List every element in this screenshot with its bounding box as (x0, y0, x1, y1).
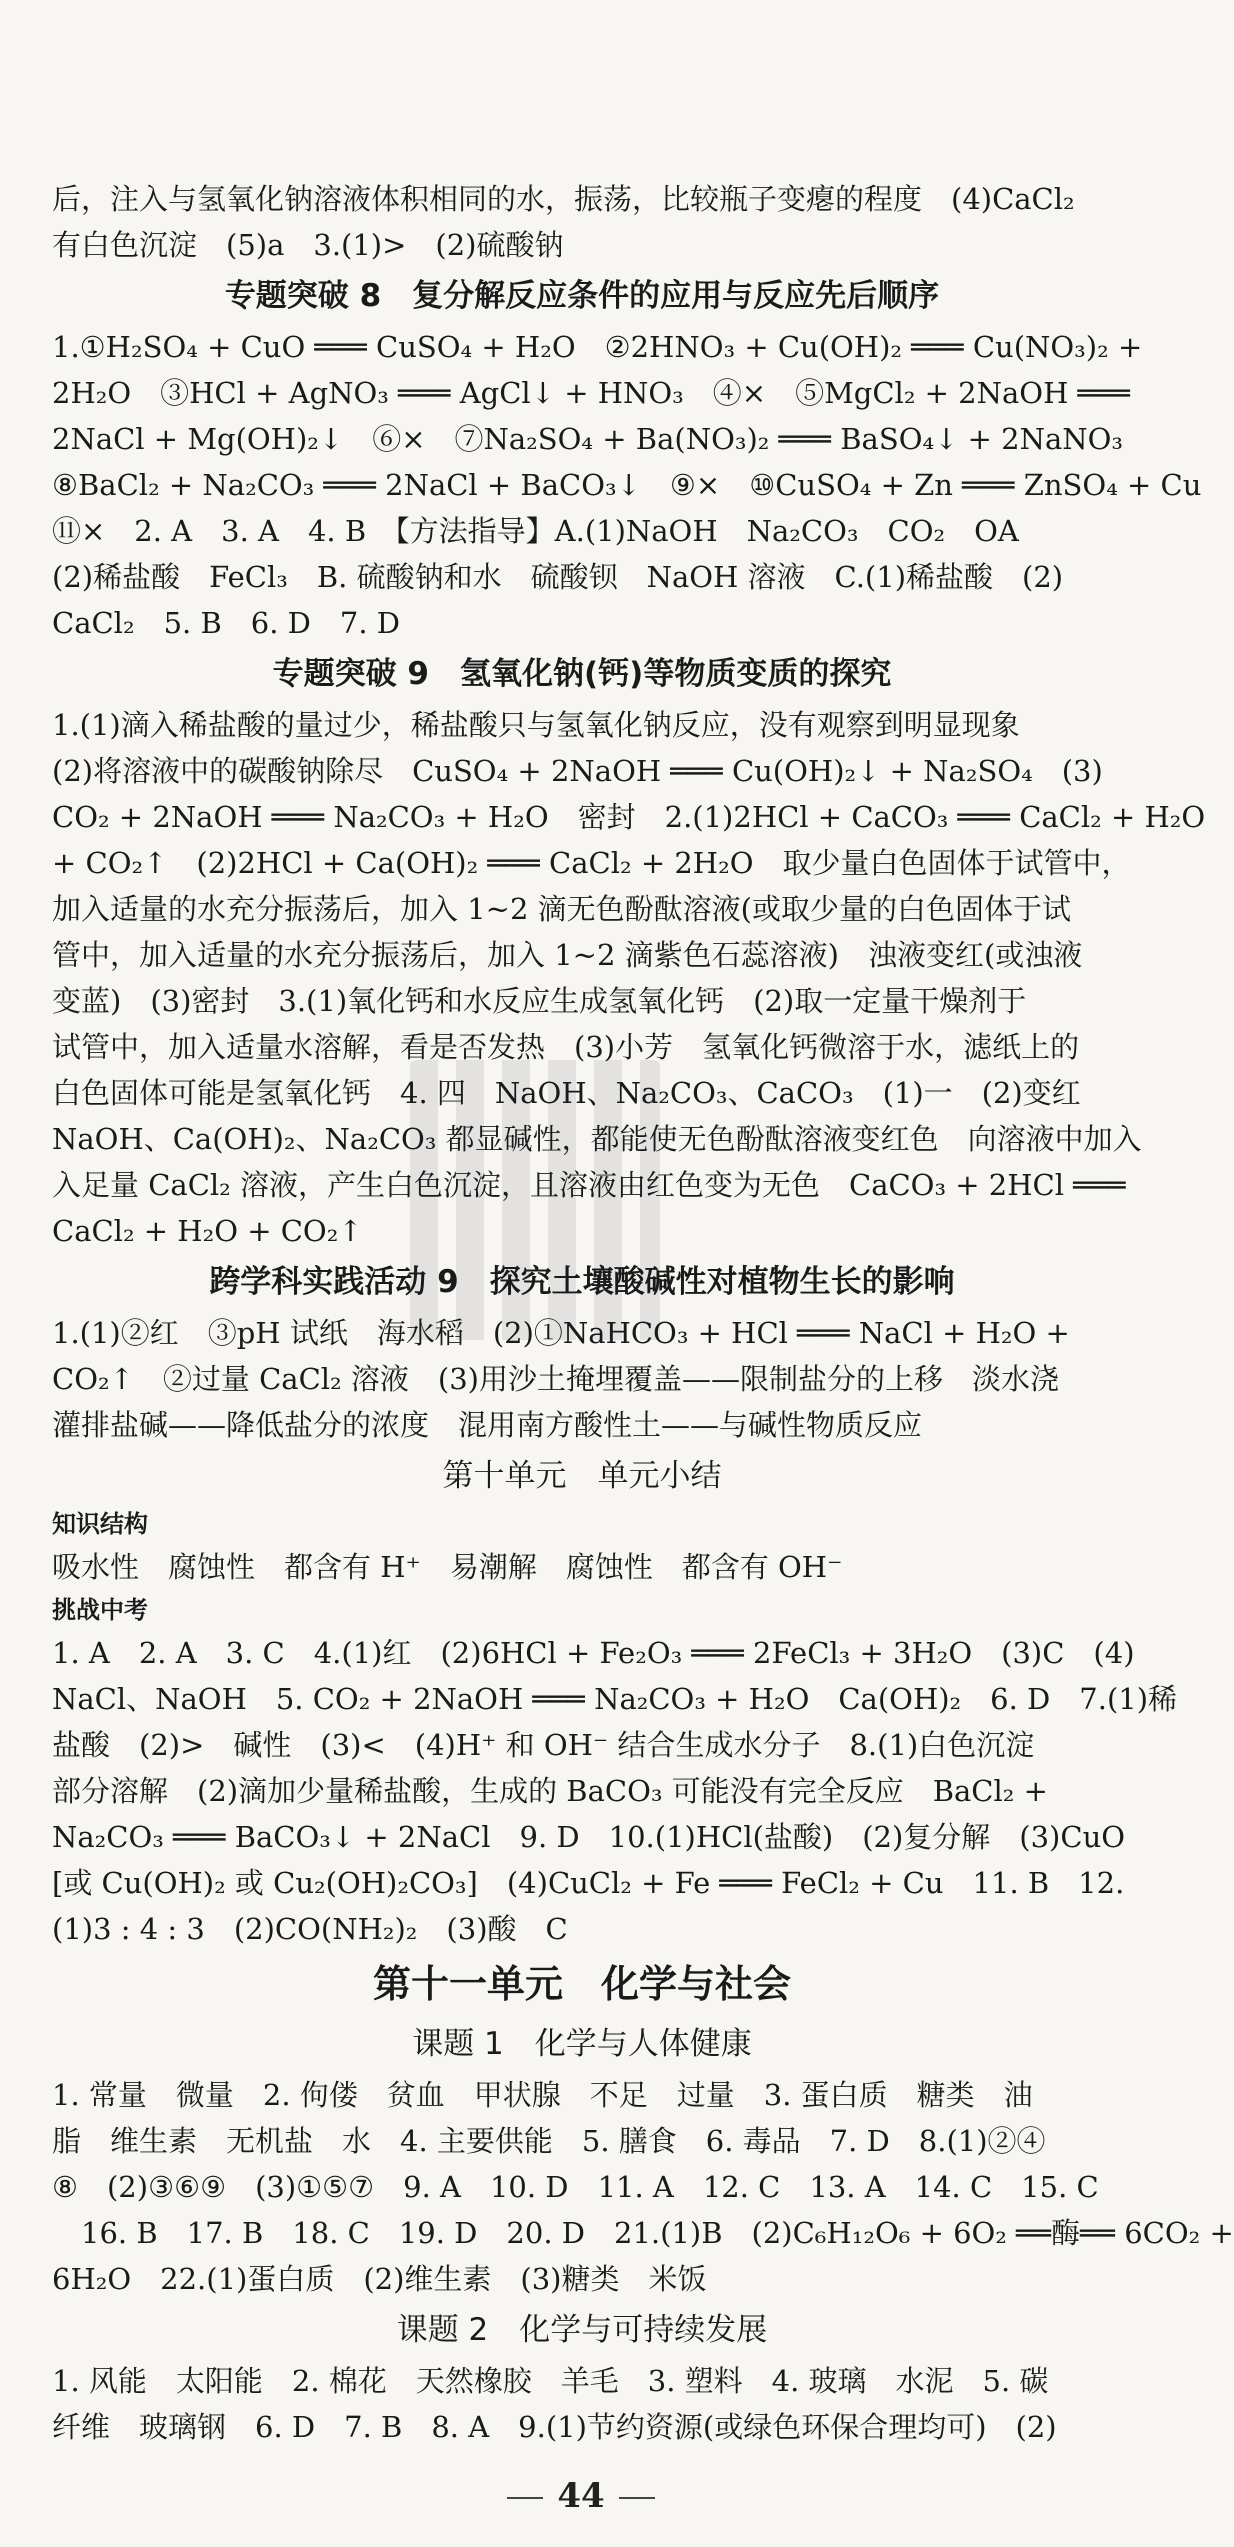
text-line: 入足量 CaCl₂ 溶液，产生白色沉淀，且溶液由红色变为无色 CaCO₃ + 2HCl ═══ (52, 1168, 1126, 1202)
text-line: 吸水性 腐蚀性 都含有 H⁺ 易潮解 腐蚀性 都含有 OH⁻ (52, 1550, 843, 1584)
text-line: 管中，加入适量的水充分振荡后，加入 1~2 滴紫色石蕊溶液) 浊液变红(或浊液 (52, 938, 1083, 972)
text-line: 加入适量的水充分振荡后，加入 1~2 滴无色酚酞溶液(或取少量的白色固体于试 (52, 892, 1071, 926)
block-topic-9 (52, 702, 1206, 1254)
text-line: (2)将溶液中的碳酸钠除尽 CuSO₄ + 2NaOH ═══ Cu(OH)₂↓ + Na₂SO₄ (3) (52, 754, 1103, 788)
text-line: Na₂CO₃ ═══ BaCO₃↓ + 2NaCl 9. D 10.(1)HCl(盐酸) (2)复分解 (3)CuO (52, 1820, 1126, 1854)
text-line: ⑪× 2. A 3. A 4. B 【方法指导】A.(1)NaOH Na₂CO₃ CO₂ OA (52, 514, 1019, 548)
block-practice-9 (52, 1310, 1112, 1448)
lesson-2-title: 课题 2 化学与可持续发展 (396, 2312, 768, 2348)
text-line: NaCl、NaOH 5. CO₂ + 2NaOH ═══ Na₂CO₃ + H₂O Ca(OH)₂ 6. D 7.(1)稀 (52, 1682, 1178, 1716)
text-line: 1. A 2. A 3. C 4.(1)红 (2)6HCl + Fe₂O₃ ═══ 2FeCl₃ + 3H₂O (3)C (4) (52, 1636, 1135, 1670)
text-line: 灌排盐碱——降低盐分的浓度 混用南方酸性土——与碱性物质反应 (52, 1408, 923, 1442)
heading-topic-8: 专题突破 8 复分解反应条件的应用与反应先后顺序 (224, 278, 940, 314)
text-line: 盐酸 (2)> 碱性 (3)< (4)H⁺ 和 OH⁻ 结合生成水分子 8.(1)白色沉淀 (52, 1728, 1035, 1762)
text-line: 后，注入与氢氧化钠溶液体积相同的水，振荡，比较瓶子变瘪的程度 (4)CaCl₂ (52, 182, 1075, 216)
text-line: ⑧BaCl₂ + Na₂CO₃ ═══ 2NaCl + BaCO₃↓ ⑨× ⑩CuSO₄ + Zn ═══ ZnSO₄ + Cu (52, 468, 1202, 502)
subheading-challenge: 挑战中考 (52, 1596, 148, 1624)
lesson-1-title: 课题 1 化学与人体健康 (412, 2026, 752, 2062)
text-line: (2)稀盐酸 FeCl₃ B. 硫酸钠和水 硫酸钡 NaOH 溶液 C.(1)稀盐酸 (2) (52, 560, 1064, 594)
block-topic-8 (52, 324, 1202, 646)
text-line: CO₂ + 2NaOH ═══ Na₂CO₃ + H₂O 密封 2.(1)2HCl + CaCO₃ ═══ CaCl₂ + H₂O (52, 800, 1206, 834)
text-line: 变蓝) (3)密封 3.(1)氧化钙和水反应生成氢氧化钙 (2)取一定量干燥剂于 (52, 984, 1027, 1018)
text-line: 1. 常量 微量 2. 佝偻 贫血 甲状腺 不足 过量 3. 蛋白质 糖类 油 (52, 2078, 1033, 2112)
text-line: 1.(1)滴入稀盐酸的量过少，稀盐酸只与氢氧化钠反应，没有观察到明显现象 (52, 708, 1020, 742)
text-line: 16. B 17. B 18. C 19. D 20. D 21.(1)B (2)C₆H₁₂O₆ + 6O₂ ══酶══ 6CO₂ + (52, 2216, 1234, 2250)
text-line: 脂 维生素 无机盐 水 4. 主要供能 5. 膳食 6. 毒品 7. D 8.(1)②④ (52, 2124, 1046, 2158)
page-number-text: 44 (557, 2476, 605, 2516)
text-line: NaOH、Ca(OH)₂、Na₂CO₃ 都显碱性，都能使无色酚酞溶液变红色 向溶液中加入 (52, 1122, 1142, 1156)
block-lesson-2 (52, 2358, 1112, 2450)
block-lesson-1 (52, 2072, 1234, 2302)
heading-topic-9: 专题突破 9 氢氧化钠(钙)等物质变质的探究 (272, 656, 892, 692)
text-line: CaCl₂ + H₂O + CO₂↑ (52, 1214, 363, 1248)
text-line: 2H₂O ③HCl + AgNO₃ ═══ AgCl↓ + HNO₃ ④× ⑤MgCl₂ + 2NaOH ═══ (52, 376, 1130, 410)
text-line: CaCl₂ 5. B 6. D 7. D (52, 606, 401, 640)
text-line: 1.(1)②红 ③pH 试纸 海水稻 (2)①NaHCO₃ + HCl ═══ NaCl + H₂O + (52, 1316, 1070, 1350)
text-line: 纤维 玻璃钢 6. D 7. B 8. A 9.(1)节约资源(或绿色环保合理均可) (2) (52, 2410, 1057, 2444)
unit-11-title: 第十一单元 化学与社会 (372, 1962, 791, 2006)
text-line: ⑧ (2)③⑥⑨ (3)①⑤⑦ 9. A 10. D 11. A 12. C 13. A 14. C 15. C (52, 2170, 1099, 2204)
text-line: 6H₂O 22.(1)蛋白质 (2)维生素 (3)糖类 米饭 (52, 2262, 707, 2296)
heading-unit-10-summary: 第十单元 单元小结 (442, 1458, 722, 1494)
answer-page (52, 176, 1234, 2450)
block-knowledge (52, 1544, 1112, 1590)
block-intro (52, 176, 1112, 268)
subheading-knowledge-structure: 知识结构 (52, 1510, 148, 1538)
block-challenge (52, 1630, 1178, 1952)
page-number (0, 2476, 1162, 2516)
heading-practice-9: 跨学科实践活动 9 探究土壤酸碱性对植物生长的影响 (209, 1264, 955, 1300)
text-line: 有白色沉淀 (5)a 3.(1)> (2)硫酸钠 (52, 228, 564, 262)
text-line: 2NaCl + Mg(OH)₂↓ ⑥× ⑦Na₂SO₄ + Ba(NO₃)₂ ═══ BaSO₄↓ + 2NaNO₃ (52, 422, 1124, 456)
text-line: [或 Cu(OH)₂ 或 Cu₂(OH)₂CO₃] (4)CuCl₂ + Fe ═══ FeCl₂ + Cu 11. B 12. (52, 1866, 1125, 1900)
text-line: + CO₂↑ (2)2HCl + Ca(OH)₂ ═══ CaCl₂ + 2H₂O 取少量白色固体于试管中， (52, 846, 1131, 880)
text-line: (1)3 : 4 : 3 (2)CO(NH₂)₂ (3)酸 C (52, 1912, 568, 1946)
text-line: 1. 风能 太阳能 2. 棉花 天然橡胶 羊毛 3. 塑料 4. 玻璃 水泥 5. 碳 (52, 2364, 1049, 2398)
text-line: 白色固体可能是氢氧化钙 4. 四 NaOH、Na₂CO₃、CaCO₃ (1)一 (2)变红 (52, 1076, 1081, 1110)
text-line: 部分溶解 (2)滴加少量稀盐酸，生成的 BaCO₃ 可能没有完全反应 BaCl₂ + (52, 1774, 1048, 1808)
text-line: CO₂↑ ②过量 CaCl₂ 溶液 (3)用沙土掩埋覆盖——限制盐分的上移 淡水浇 (52, 1362, 1059, 1396)
text-line: 1.①H₂SO₄ + CuO ═══ CuSO₄ + H₂O ②2HNO₃ + Cu(OH)₂ ═══ Cu(NO₃)₂ + (52, 330, 1143, 364)
text-line: 试管中，加入适量水溶解，看是否发热 (3)小芳 氢氧化钙微溶于水，滤纸上的 (52, 1030, 1080, 1064)
